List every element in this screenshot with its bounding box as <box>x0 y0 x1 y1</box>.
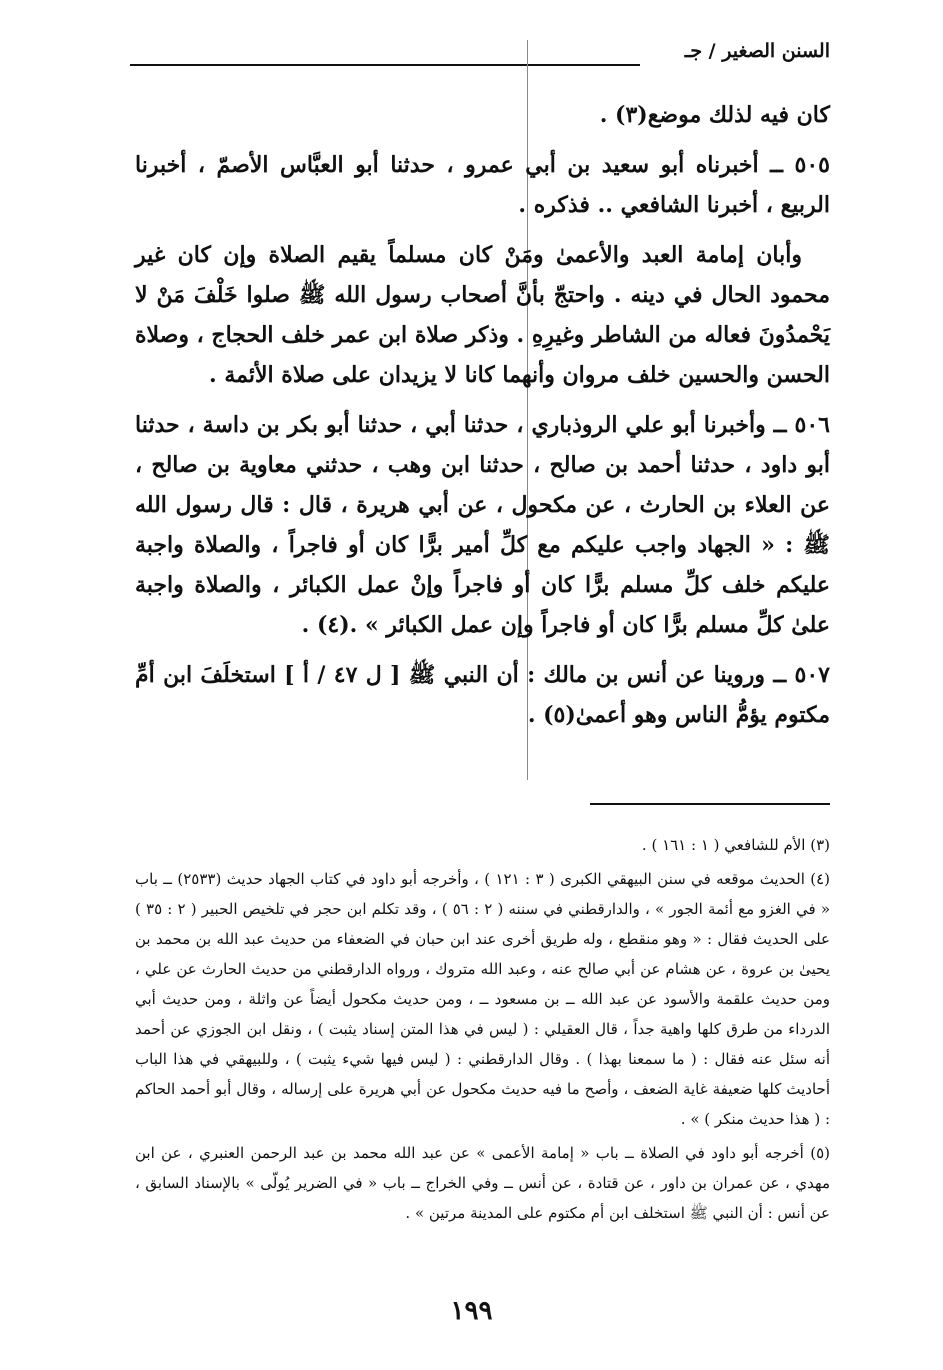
paragraph: وأبان إمامة العبد والأعمىٰ ومَنْ كان مسلماً يقيم الصلاة وإن كان غير محمود الحال في دينه . واحتجّ بأنَّ أصحاب رسول الله ﷺ صلوا خَلْفَ مَنْ لا يَحْمدُونَ فعاله من الشاطر وغيرِهِ . وذكر صلاة ابن عمر خلف الحجاج ، وصلاة الحسن والحسين خلف مروان وأنهما كانا لا يزيدان على صلاة الأئمة . <box>135 242 830 388</box>
page-number: ١٩٩ <box>450 1296 493 1326</box>
footnote-4: (٤) الحديث موقعه في سنن البيهقي الكبرى ( ٣ : ١٢١ ) ، وأخرجه أبو داود في كتاب الجهاد حديث (٢٥٣٣) ــ باب « في الغزو مع أئمة الجور » ، والدارقطني في سننه ( ٢ : ٥٦ ) ، وقد تكلم ابن حجر في تلخيص الحبير ( ٢ : ٣٥ ) على الحديث فقال : « وهو منقطع ، وله طريق أخرى عند ابن حبان في الضعفاء من حديث عبد الله بن محمد بن يحيىٰ بن عروة ، عن هشام عن أبي صالح عنه ، وعبد الله متروك ، ورواه الدارقطني من حديث الحارث عن علي ، ومن حديث علقمة والأسود عن عبد الله ــ بن مسعود ــ ، ومن حديث مكحول أيضاً عن واثلة ، ومن حديث أبي الدرداء من طرق كلها واهية جداً ، قال العقيلي : ( ليس في هذا المتن إسناد يثبت ) ، ونقل ابن الجوزي عن أحمد أنه سئل عنه فقال : ( ما سمعنا بهذا ) . وقال الدارقطني : ( ليس فيها شيء يثبت ) ، وللبيهقي في هذا الباب أحاديث كلها ضعيفة غاية الضعف ، وأصح ما فيه حديث مكحول عن أبي هريرة على إرساله ، وقال أبو أحمد الحاكم : ( هذا حديث منكر ) » . <box>135 870 831 1128</box>
footnote-3: (٣) الأم للشافعي ( ١ : ١٦١ ) . <box>641 836 830 854</box>
footnote-5: (٥) أخرجه أبو داود في الصلاة ــ باب « إمامة الأعمى » عن عبد الله محمد بن عبد الرحمن العنبري ، عن ابن مهدي ، عن عمران بن داور ، عن قتادة ، عن أنس ــ وفي الخراج ــ باب « في الضرير يُولّى » بالإسناد السابق ، عن أنس : أن النبي ﷺ استخلف ابن أم مكتوم على المدينة مرتين » . <box>135 1144 830 1222</box>
book-title: السنن الصغير / جـ <box>684 40 830 62</box>
hadith-507: ٥٠٧ ــ وروينا عن أنس بن مالك : أن النبي ﷺ [ ل ٤٧ / أ ] استخلَفَ ابن أمِّ مكتوم يؤمُّ الناس وهو أعمىٰ(٥) . <box>135 662 830 728</box>
hadith-505: ٥٠٥ ــ أخبرناه أبو سعيد بن أبي عمرو ، حدثنا أبو العبَّاس الأصمّ ، أخبرنا الربيع ، أخبرنا الشافعي .. فذكره . <box>135 152 830 218</box>
footnote-separator <box>590 803 830 805</box>
running-header <box>130 40 830 80</box>
footnotes <box>135 830 830 1232</box>
paragraph: كان فيه لذلك موضع(٣) . <box>599 102 830 128</box>
hadith-506: ٥٠٦ ــ وأخبرنا أبو علي الروذباري ، حدثنا أبي ، حدثنا أبو بكر بن داسة ، حدثنا أبو داود ، حدثنا أحمد بن صالح ، حدثنا ابن وهب ، حدثني معاوية بن صالح ، عن العلاء بن الحارث ، عن مكحول ، عن أبي هريرة ، قال : قال رسول الله ﷺ : « الجهاد واجب عليكم مع كلِّ أمير برًّا كان أو فاجراً ، والصلاة واجبة عليكم خلف كلِّ مسلم برًّا كان أو فاجراً وإنْ عمل الكبائر ، والصلاة واجبة علىٰ كلِّ مسلم برًّا كان أو فاجراً وإن عمل الكبائر » .(٤) . <box>135 412 830 638</box>
main-text <box>135 95 830 745</box>
header-rule <box>130 64 640 66</box>
